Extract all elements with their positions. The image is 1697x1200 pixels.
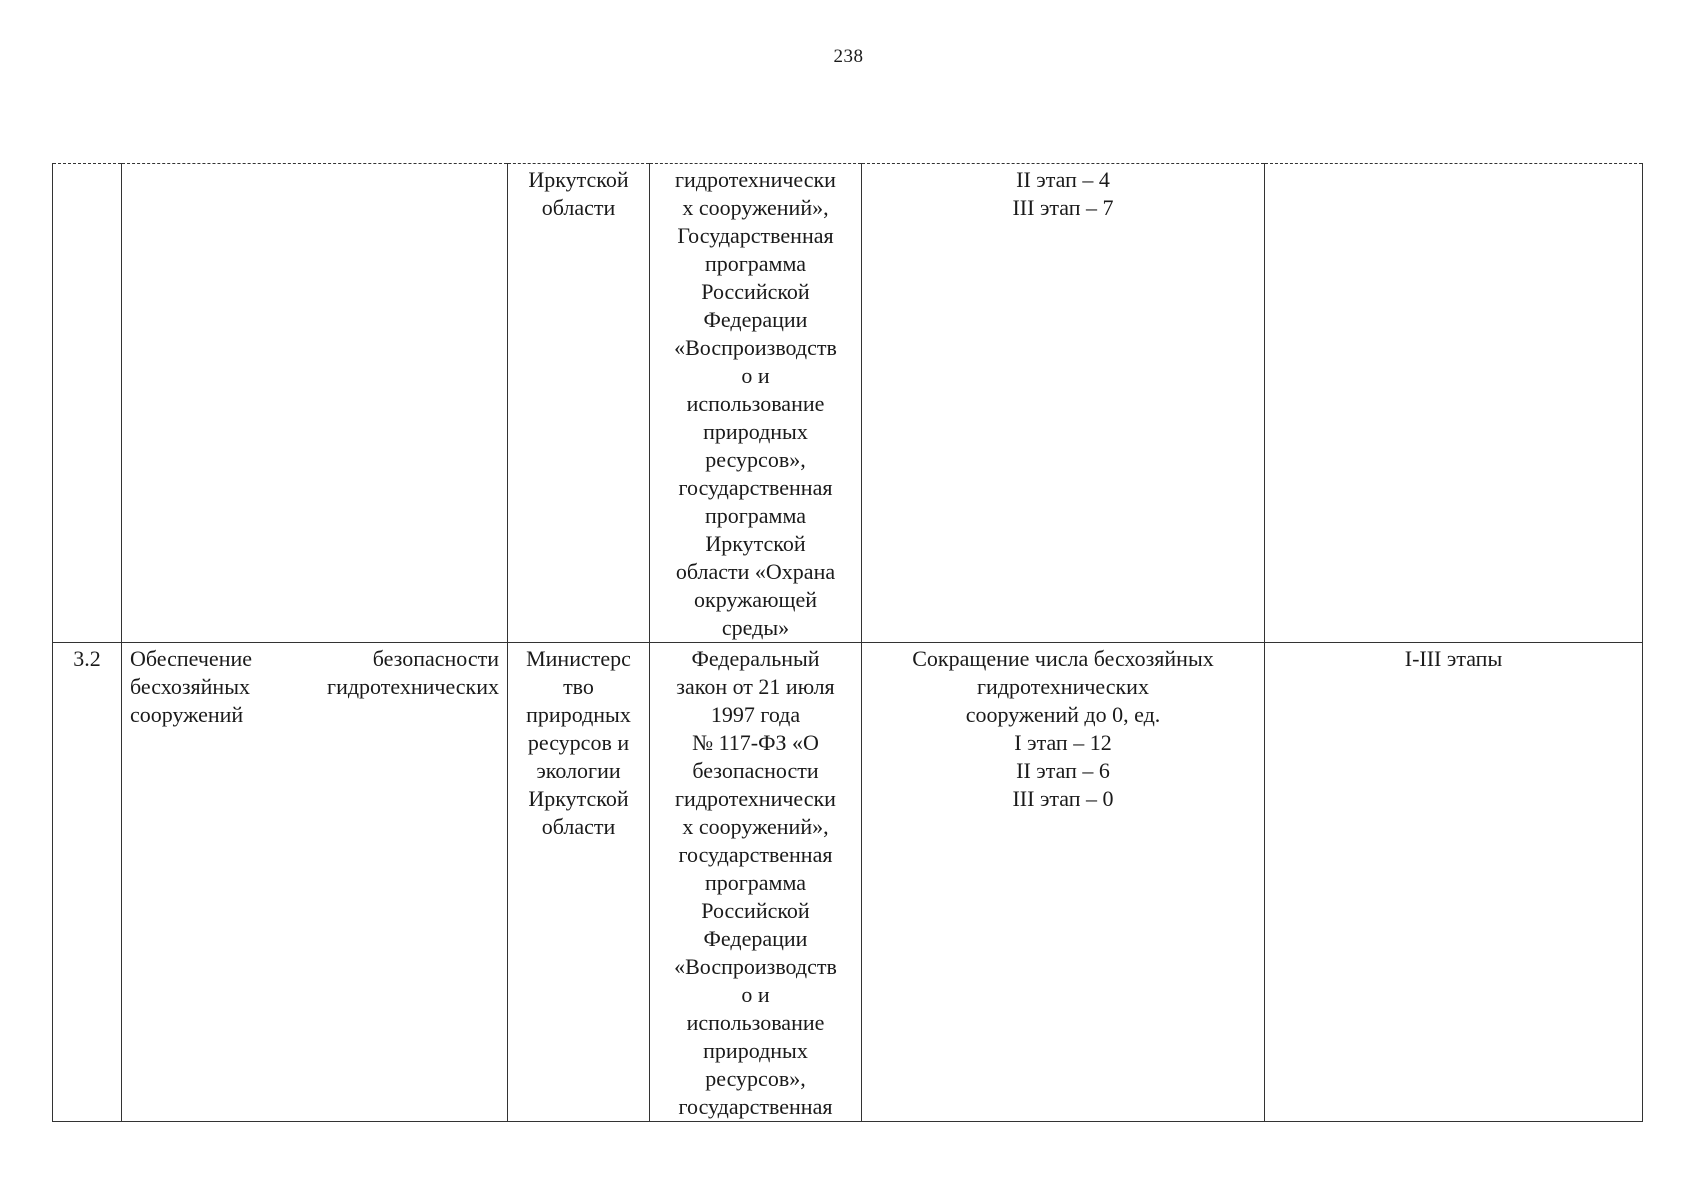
executor-line: области xyxy=(541,195,616,220)
basis-line: Федеральный xyxy=(691,646,820,671)
executor-line: природных xyxy=(526,702,631,727)
basis-line: Государственная xyxy=(677,223,834,248)
measure-line xyxy=(130,701,499,729)
basis-line: Федерации xyxy=(703,926,808,951)
executor-line: Министерс xyxy=(526,646,631,671)
basis-line: х сооружений», xyxy=(682,195,829,220)
cell-executor xyxy=(508,643,650,1122)
indicator-line: II этап – 4 xyxy=(1016,167,1110,192)
measure-line xyxy=(130,645,499,673)
measure-word: Обеспечение xyxy=(130,646,252,671)
executor-line: Иркутской xyxy=(528,786,629,811)
basis-line: области «Охрана xyxy=(675,559,836,584)
basis-line: 1997 года xyxy=(710,702,801,727)
table-row-3-2 xyxy=(53,643,1643,1122)
cell-basis xyxy=(650,164,862,643)
basis-line: окружающей xyxy=(694,587,817,612)
basis-line: государственная xyxy=(678,842,833,867)
basis-line: «Воспроизводств xyxy=(674,335,837,360)
cell-indicator xyxy=(862,164,1265,643)
executor-line: экологии xyxy=(536,758,621,783)
basis-line: х сооружений», xyxy=(682,814,829,839)
page-number: 238 xyxy=(833,46,864,67)
basis-line: о и xyxy=(741,982,770,1007)
indicator-line: сооружений до 0, ед. xyxy=(965,702,1161,727)
basis-line: использование xyxy=(686,391,825,416)
measure-word: гидротехнических xyxy=(327,674,499,699)
cell-measure xyxy=(122,643,508,1122)
basis-line: Российской xyxy=(701,898,810,923)
basis-line: Федерации xyxy=(703,307,808,332)
basis-line: о и xyxy=(741,363,770,388)
indicator-line: гидротехнических xyxy=(977,674,1149,699)
indicator-line: Сокращение числа бесхозяйных xyxy=(912,646,1214,671)
cell-number xyxy=(53,164,122,643)
measure-word: сооружений xyxy=(130,702,244,727)
basis-line: гидротехнически xyxy=(675,786,836,811)
executor-line: области xyxy=(541,814,616,839)
cell-indicator xyxy=(862,643,1265,1122)
basis-line: Иркутской xyxy=(705,531,806,556)
cell-measure xyxy=(122,164,508,643)
basis-line: гидротехнически xyxy=(675,167,836,192)
measure-word: бесхозяйных xyxy=(130,674,250,699)
cell-number: 3.2 xyxy=(53,643,122,1122)
executor-line: Иркутской xyxy=(528,167,629,192)
basis-line: использование xyxy=(686,1010,825,1035)
basis-line: государственная xyxy=(678,1094,833,1119)
indicator-line: II этап – 6 xyxy=(1016,758,1110,783)
basis-line: № 117-ФЗ «О xyxy=(692,730,819,755)
basis-line: Российской xyxy=(701,279,810,304)
executor-line: тво xyxy=(563,674,594,699)
cell-executor xyxy=(508,164,650,643)
basis-line: программа xyxy=(704,870,807,895)
executor-line: ресурсов и xyxy=(527,730,630,755)
cell-basis xyxy=(650,643,862,1122)
basis-line: ресурсов», xyxy=(705,447,806,472)
measure-word: безопасности xyxy=(372,646,499,671)
basis-line: государственная xyxy=(678,475,833,500)
basis-line: природных xyxy=(703,1038,808,1063)
cell-term: I-III этапы xyxy=(1265,643,1643,1122)
measure-line xyxy=(130,673,499,701)
indicator-line: III этап – 0 xyxy=(1012,786,1114,811)
measures-table xyxy=(52,163,1643,1122)
basis-line: природных xyxy=(703,419,808,444)
basis-line: ресурсов», xyxy=(705,1066,806,1091)
indicator-line: III этап – 7 xyxy=(1012,195,1114,220)
basis-line: закон от 21 июля xyxy=(676,674,835,699)
cell-term xyxy=(1265,164,1643,643)
basis-line: «Воспроизводств xyxy=(674,954,837,979)
basis-line: программа xyxy=(704,251,807,276)
indicator-line: I этап – 12 xyxy=(1014,730,1112,755)
basis-line: среды» xyxy=(721,615,790,640)
table-row-continuation xyxy=(53,164,1643,643)
basis-line: безопасности xyxy=(692,758,819,783)
basis-line: программа xyxy=(704,503,807,528)
